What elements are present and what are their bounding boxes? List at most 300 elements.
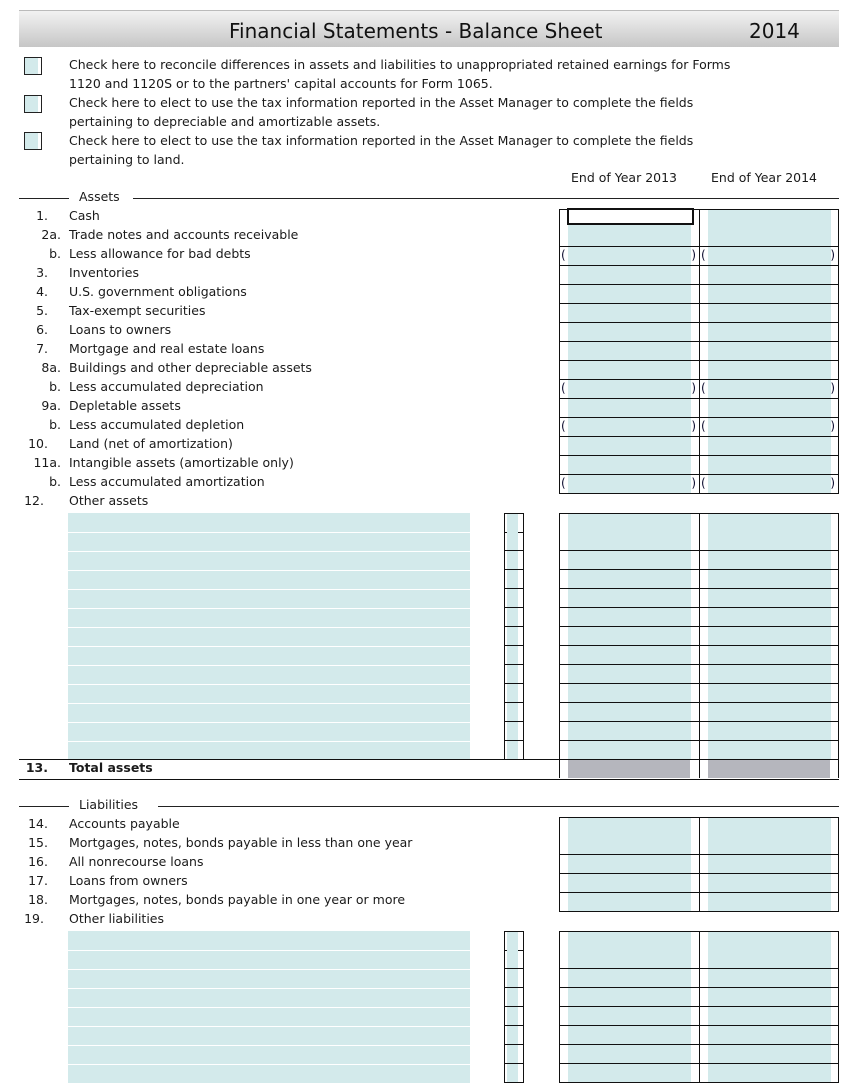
description-input[interactable]	[68, 1046, 470, 1064]
line-5-amount-2013-field[interactable]	[559, 304, 700, 323]
field-fill	[507, 608, 518, 626]
other-row-amount-2014-field[interactable]	[699, 988, 839, 1007]
open-paren: (	[561, 419, 566, 433]
open-paren: (	[561, 248, 566, 262]
field-fill	[708, 399, 831, 417]
other-row-amount-2013-field[interactable]	[559, 665, 700, 684]
line-14-amount-2014-field[interactable]	[699, 817, 839, 837]
divider	[838, 760, 839, 778]
close-paren: )	[691, 419, 696, 433]
field-fill	[568, 836, 691, 854]
line-label: Less accumulated depreciation	[69, 379, 264, 394]
field-fill	[708, 532, 831, 550]
line-3-amount-2014-field[interactable]	[699, 266, 839, 285]
line-number: 3.	[36, 265, 48, 280]
field-fill	[568, 247, 691, 265]
field-fill	[708, 418, 831, 436]
close-paren: )	[830, 476, 835, 490]
other-row-amount-2014-field[interactable]	[699, 722, 839, 741]
line-label: Inventories	[69, 265, 139, 280]
line-number: b.	[49, 379, 61, 394]
field-fill	[568, 399, 691, 417]
code-input[interactable]	[504, 1007, 524, 1026]
field-fill	[568, 285, 691, 303]
line-b-amount-2014-field[interactable]	[699, 418, 839, 437]
field-fill	[507, 646, 518, 664]
line-b-amount-2014-field[interactable]	[699, 380, 839, 399]
other-row-amount-2013-field[interactable]	[559, 684, 700, 703]
description-input[interactable]	[68, 989, 470, 1007]
line-1-amount-2014-field[interactable]	[699, 209, 839, 229]
field-fill	[568, 722, 691, 740]
field-fill	[708, 969, 831, 987]
field-fill	[568, 1007, 691, 1025]
other-row-amount-2014-field[interactable]	[699, 665, 839, 684]
assets-section-title: Assets	[79, 189, 120, 204]
code-input[interactable]	[504, 1026, 524, 1045]
other-row-amount-2013-field[interactable]	[559, 988, 700, 1007]
line-b-amount-2013-field[interactable]	[559, 380, 700, 399]
description-input[interactable]	[68, 742, 470, 760]
field-fill	[507, 551, 518, 569]
line-16-amount-2013-field[interactable]	[559, 855, 700, 874]
field-fill	[568, 1064, 691, 1082]
field-fill	[568, 570, 691, 588]
field-fill	[708, 1045, 831, 1063]
divider	[699, 760, 700, 778]
field-fill	[568, 646, 691, 664]
field-fill	[568, 323, 691, 341]
field-fill	[708, 247, 831, 265]
field-fill	[507, 741, 518, 759]
open-paren: (	[701, 419, 706, 433]
field-fill	[568, 418, 691, 436]
field-fill	[708, 722, 831, 740]
line-11a-amount-2013-field[interactable]	[559, 456, 700, 475]
field-fill	[507, 665, 518, 683]
line-label: Tax-exempt securities	[69, 303, 206, 318]
line-number: 10.	[28, 436, 48, 451]
line-b-amount-2013-field[interactable]	[559, 418, 700, 437]
open-paren: (	[701, 248, 706, 262]
code-input[interactable]	[504, 741, 524, 760]
code-input[interactable]	[504, 532, 524, 551]
page-title: Financial Statements - Balance Sheet	[229, 19, 603, 43]
description-input[interactable]	[68, 1008, 470, 1026]
other-row-amount-2013-field[interactable]	[559, 950, 700, 969]
line-number: 5.	[36, 303, 48, 318]
description-input[interactable]	[68, 685, 470, 703]
other-row-amount-2014-field[interactable]	[699, 532, 839, 551]
line-number: 13.	[25, 760, 48, 775]
line-label: Buildings and other depreciable assets	[69, 360, 312, 375]
description-input[interactable]	[68, 571, 470, 589]
other-row-amount-2014-field[interactable]	[699, 703, 839, 722]
field-fill	[708, 285, 831, 303]
code-input[interactable]	[504, 513, 524, 533]
field-fill	[568, 1026, 691, 1044]
field-fill	[708, 988, 831, 1006]
other-row-amount-2013-field[interactable]	[559, 513, 700, 533]
field-fill	[568, 988, 691, 1006]
field-fill	[708, 741, 831, 759]
field-fill	[708, 874, 831, 892]
field-fill	[708, 456, 831, 474]
asset-manager-depreciable-checkbox[interactable]	[24, 95, 42, 113]
code-input[interactable]	[504, 570, 524, 589]
field-fill	[568, 380, 691, 398]
other-row-amount-2014-field[interactable]	[699, 1045, 839, 1064]
description-input[interactable]	[68, 647, 470, 665]
description-input[interactable]	[68, 590, 470, 608]
field-fill	[708, 608, 831, 626]
field-fill	[708, 646, 831, 664]
field-fill	[507, 684, 518, 702]
field-fill	[507, 1064, 518, 1082]
field-fill	[568, 456, 691, 474]
line-label: Loans from owners	[69, 873, 188, 888]
line-15-amount-2014-field[interactable]	[699, 836, 839, 855]
field-fill	[568, 627, 691, 645]
line-label-other-liabilities: Other liabilities	[69, 911, 165, 926]
field-fill	[708, 570, 831, 588]
divider	[559, 760, 560, 778]
field-fill	[507, 514, 518, 532]
field-fill	[708, 1007, 831, 1025]
description-input[interactable]	[68, 666, 470, 684]
code-input[interactable]	[504, 608, 524, 627]
line-2a-amount-2014-field[interactable]	[699, 228, 839, 247]
field-fill	[507, 532, 518, 550]
code-input[interactable]	[504, 646, 524, 665]
line-label: Loans to owners	[69, 322, 172, 337]
line-label: Mortgages, notes, bonds payable in less than one year	[69, 835, 413, 850]
field-fill	[708, 342, 831, 360]
code-input[interactable]	[504, 1045, 524, 1064]
line-14-amount-2013-field[interactable]	[559, 817, 700, 837]
other-row-amount-2013-field[interactable]	[559, 931, 700, 951]
line-9a-amount-2013-field[interactable]	[559, 399, 700, 418]
line-number: 14.	[28, 816, 48, 831]
open-paren: (	[561, 381, 566, 395]
line-3-amount-2013-field[interactable]	[559, 266, 700, 285]
line-15-amount-2013-field[interactable]	[559, 836, 700, 855]
field-fill	[507, 627, 518, 645]
code-input[interactable]	[504, 722, 524, 741]
field-fill	[507, 722, 518, 740]
other-row-amount-2014-field[interactable]	[699, 589, 839, 608]
field-fill	[507, 1026, 518, 1044]
field-fill	[568, 475, 691, 493]
line-number: 15.	[28, 835, 48, 850]
line-number: b.	[49, 474, 61, 489]
other-row-amount-2014-field[interactable]	[699, 969, 839, 988]
code-input[interactable]	[504, 684, 524, 703]
other-row-amount-2013-field[interactable]	[559, 608, 700, 627]
open-paren: (	[701, 476, 706, 490]
field-fill	[507, 969, 518, 987]
description-input[interactable]	[68, 931, 470, 950]
line-17-amount-2013-field[interactable]	[559, 874, 700, 893]
line-10-amount-2014-field[interactable]	[699, 437, 839, 456]
close-paren: )	[830, 419, 835, 433]
open-paren: (	[701, 381, 706, 395]
other-row-amount-2014-field[interactable]	[699, 931, 839, 951]
other-row-amount-2014-field[interactable]	[699, 950, 839, 969]
description-input[interactable]	[68, 533, 470, 551]
field-fill	[708, 627, 831, 645]
total-assets-2013-field	[568, 760, 690, 778]
other-row-amount-2014-field[interactable]	[699, 1064, 839, 1083]
line-b-amount-2014-field[interactable]	[699, 247, 839, 266]
line-number: 11a.	[33, 455, 61, 470]
line-number: 4.	[36, 284, 48, 299]
liabilities-section-title: Liabilities	[79, 797, 139, 812]
other-row-amount-2014-field[interactable]	[699, 551, 839, 570]
line-number: 8a.	[41, 360, 61, 375]
code-input[interactable]	[504, 931, 524, 951]
field-fill	[708, 665, 831, 683]
code-input[interactable]	[504, 627, 524, 646]
other-row-amount-2014-field[interactable]	[699, 1007, 839, 1026]
page-header	[19, 10, 839, 47]
line-number: b.	[49, 246, 61, 261]
line-label: Trade notes and accounts receivable	[69, 227, 299, 242]
assets-divider-right	[133, 198, 839, 199]
line-number: 7.	[36, 341, 48, 356]
field-fill	[568, 741, 691, 759]
field-fill	[568, 665, 691, 683]
other-row-amount-2014-field[interactable]	[699, 684, 839, 703]
line-number: b.	[49, 417, 61, 432]
field-fill	[568, 818, 691, 836]
line-number: 17.	[28, 873, 48, 888]
column-header-2013: End of Year 2013	[571, 170, 677, 185]
other-row-amount-2013-field[interactable]	[559, 703, 700, 722]
code-input[interactable]	[504, 1064, 524, 1083]
reconcile-checkbox[interactable]	[24, 57, 42, 75]
field-fill	[568, 893, 691, 911]
other-row-amount-2013-field[interactable]	[559, 1026, 700, 1045]
line-label: Less accumulated depletion	[69, 417, 245, 432]
other-row-amount-2014-field[interactable]	[699, 1026, 839, 1045]
code-input[interactable]	[504, 551, 524, 570]
field-fill	[708, 1064, 831, 1082]
field-fill	[708, 514, 831, 532]
asset-manager-land-checkbox[interactable]	[24, 132, 42, 150]
code-input[interactable]	[504, 703, 524, 722]
line-label: U.S. government obligations	[69, 284, 247, 299]
line-label: Mortgage and real estate loans	[69, 341, 265, 356]
line-number: 2a.	[41, 227, 61, 242]
other-row-amount-2014-field[interactable]	[699, 570, 839, 589]
field-fill	[568, 874, 691, 892]
line-18-amount-2013-field[interactable]	[559, 893, 700, 912]
line-7-amount-2014-field[interactable]	[699, 342, 839, 361]
line-8a-amount-2013-field[interactable]	[559, 361, 700, 380]
field-fill	[708, 361, 831, 379]
field-fill	[568, 932, 691, 950]
field-fill	[568, 342, 691, 360]
line-b-amount-2014-field[interactable]	[699, 475, 839, 494]
line-6-amount-2014-field[interactable]	[699, 323, 839, 342]
line-10-amount-2013-field[interactable]	[559, 437, 700, 456]
line-18-amount-2014-field[interactable]	[699, 893, 839, 912]
field-fill	[708, 228, 831, 246]
description-input[interactable]	[68, 552, 470, 570]
other-row-amount-2013-field[interactable]	[559, 969, 700, 988]
line-number: 19.	[24, 911, 44, 926]
total-assets-label: Total assets	[69, 760, 153, 775]
line-b-amount-2013-field[interactable]	[559, 475, 700, 494]
field-fill	[568, 703, 691, 721]
line-number: 16.	[28, 854, 48, 869]
asset-manager-land-label: Check here to elect to use the tax information reported in the Asset Manager to complete the fields pertaining to land.	[69, 133, 694, 167]
liabilities-divider-right	[158, 806, 839, 807]
field-fill	[568, 1045, 691, 1063]
assets-divider-left	[19, 198, 69, 199]
description-input[interactable]	[68, 1065, 470, 1083]
description-input[interactable]	[68, 1027, 470, 1045]
other-row-amount-2013-field[interactable]	[559, 1045, 700, 1064]
field-fill	[507, 988, 518, 1006]
field-fill	[568, 266, 691, 284]
other-row-amount-2013-field[interactable]	[559, 570, 700, 589]
line-4-amount-2013-field[interactable]	[559, 285, 700, 304]
field-fill	[568, 608, 691, 626]
code-input[interactable]	[504, 969, 524, 988]
line-6-amount-2013-field[interactable]	[559, 323, 700, 342]
cash-2013-active-field[interactable]	[567, 208, 694, 225]
other-row-amount-2014-field[interactable]	[699, 627, 839, 646]
line-4-amount-2014-field[interactable]	[699, 285, 839, 304]
other-row-amount-2013-field[interactable]	[559, 741, 700, 760]
description-input[interactable]	[68, 513, 470, 532]
other-row-amount-2014-field[interactable]	[699, 741, 839, 760]
field-fill	[708, 893, 831, 911]
close-paren: )	[691, 248, 696, 262]
field-fill	[568, 855, 691, 873]
line-11a-amount-2014-field[interactable]	[699, 456, 839, 475]
code-input[interactable]	[504, 589, 524, 608]
code-input[interactable]	[504, 665, 524, 684]
description-input[interactable]	[68, 628, 470, 646]
field-fill	[507, 950, 518, 968]
line-label: Accounts payable	[69, 816, 180, 831]
field-fill	[568, 437, 691, 455]
tax-year: 2014	[749, 19, 800, 43]
description-input[interactable]	[68, 609, 470, 627]
liabilities-divider-left	[19, 806, 69, 807]
line-2a-amount-2013-field[interactable]	[559, 228, 700, 247]
field-fill	[708, 818, 831, 836]
field-fill	[507, 932, 518, 950]
column-header-2014: End of Year 2014	[711, 170, 817, 185]
field-fill	[708, 855, 831, 873]
field-fill	[708, 323, 831, 341]
line-number: 6.	[36, 322, 48, 337]
line-number: 18.	[28, 892, 48, 907]
total-assets-2014-field	[708, 760, 830, 778]
code-input[interactable]	[504, 988, 524, 1007]
description-input[interactable]	[68, 951, 470, 969]
other-row-amount-2013-field[interactable]	[559, 722, 700, 741]
other-row-amount-2013-field[interactable]	[559, 551, 700, 570]
field-fill	[708, 950, 831, 968]
description-input[interactable]	[68, 704, 470, 722]
line-7-amount-2013-field[interactable]	[559, 342, 700, 361]
close-paren: )	[830, 248, 835, 262]
description-input[interactable]	[68, 723, 470, 741]
field-fill	[568, 532, 691, 550]
line-number: 12.	[24, 493, 44, 508]
field-fill	[708, 836, 831, 854]
close-paren: )	[691, 381, 696, 395]
other-row-amount-2013-field[interactable]	[559, 532, 700, 551]
field-fill	[568, 589, 691, 607]
other-row-amount-2013-field[interactable]	[559, 627, 700, 646]
line-8a-amount-2014-field[interactable]	[699, 361, 839, 380]
field-fill	[708, 589, 831, 607]
other-row-amount-2014-field[interactable]	[699, 608, 839, 627]
field-fill	[568, 684, 691, 702]
field-fill	[708, 266, 831, 284]
field-fill	[708, 475, 831, 493]
description-input[interactable]	[68, 970, 470, 988]
field-fill	[568, 969, 691, 987]
field-fill	[708, 1026, 831, 1044]
line-number: 1.	[36, 208, 48, 223]
line-label: All nonrecourse loans	[69, 854, 204, 869]
other-row-amount-2013-field[interactable]	[559, 646, 700, 665]
line-b-amount-2013-field[interactable]	[559, 247, 700, 266]
field-fill	[708, 551, 831, 569]
line-5-amount-2014-field[interactable]	[699, 304, 839, 323]
close-paren: )	[691, 476, 696, 490]
other-row-amount-2014-field[interactable]	[699, 646, 839, 665]
other-row-amount-2013-field[interactable]	[559, 1064, 700, 1083]
field-fill	[507, 1007, 518, 1025]
close-paren: )	[830, 381, 835, 395]
line-label: Cash	[69, 208, 100, 223]
open-paren: (	[561, 476, 566, 490]
line-17-amount-2014-field[interactable]	[699, 874, 839, 893]
field-fill	[708, 380, 831, 398]
field-fill	[568, 514, 691, 532]
field-fill	[708, 932, 831, 950]
line-label-other-assets: Other assets	[69, 493, 149, 508]
line-label: Intangible assets (amortizable only)	[69, 455, 294, 470]
field-fill	[708, 437, 831, 455]
line-9a-amount-2014-field[interactable]	[699, 399, 839, 418]
other-row-amount-2013-field[interactable]	[559, 589, 700, 608]
other-row-amount-2013-field[interactable]	[559, 1007, 700, 1026]
field-fill	[708, 684, 831, 702]
asset-manager-depreciable-label: Check here to elect to use the tax information reported in the Asset Manager to complete the fields pertaining to depreciable and amortizable assets.	[69, 95, 694, 129]
code-input[interactable]	[504, 950, 524, 969]
field-fill	[568, 304, 691, 322]
field-fill	[568, 228, 691, 246]
field-fill	[568, 950, 691, 968]
line-label: Mortgages, notes, bonds payable in one year or more	[69, 892, 406, 907]
line-number: 9a.	[41, 398, 61, 413]
field-fill	[708, 703, 831, 721]
line-label: Less accumulated amortization	[69, 474, 265, 489]
line-16-amount-2014-field[interactable]	[699, 855, 839, 874]
line-label: Land (net of amortization)	[69, 436, 233, 451]
field-fill	[708, 210, 831, 228]
other-row-amount-2014-field[interactable]	[699, 513, 839, 533]
